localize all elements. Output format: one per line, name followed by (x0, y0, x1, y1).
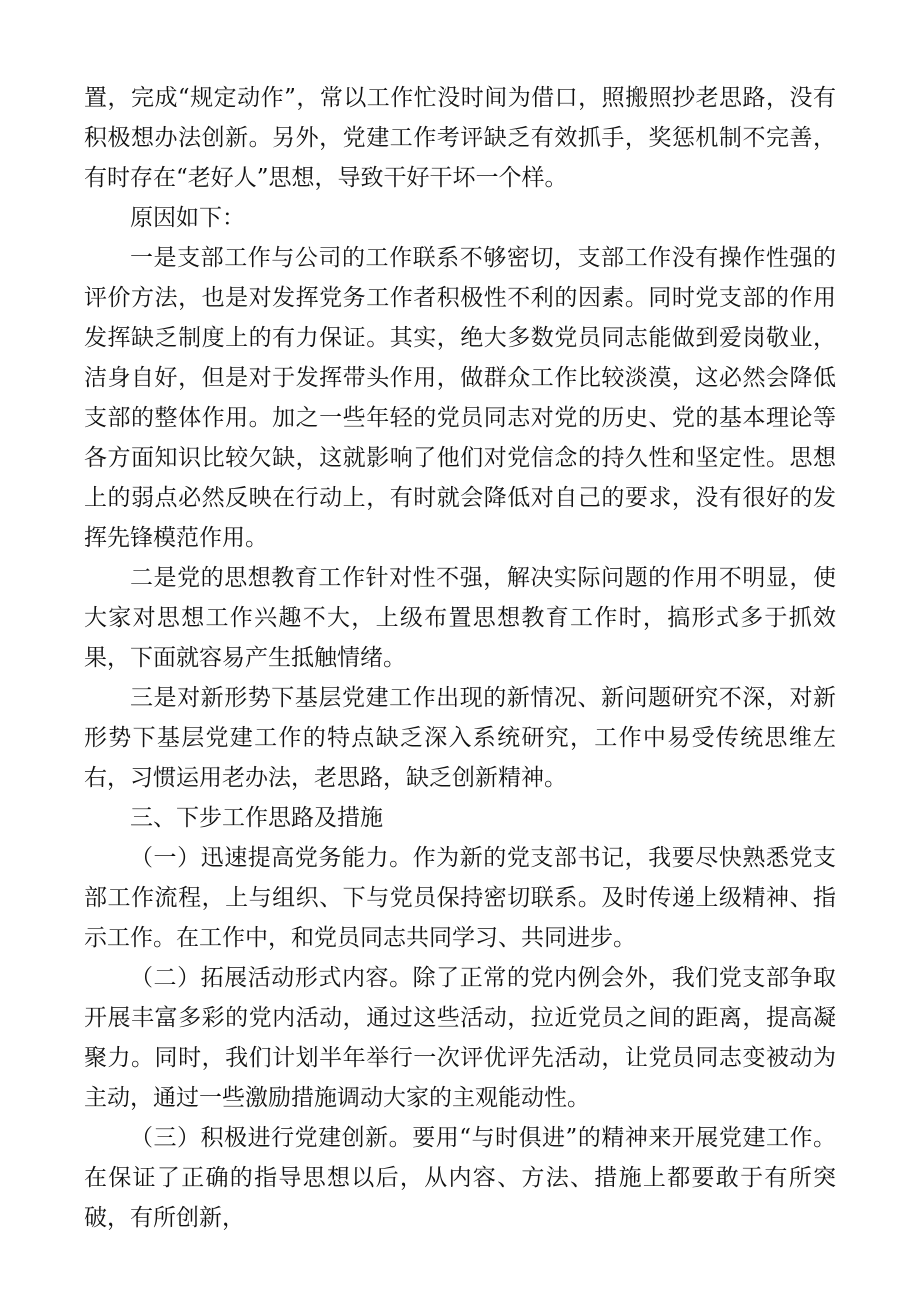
paragraph-reason-2: 二是党的思想教育工作针对性不强，解决实际问题的作用不明显，使大家对思想工作兴趣不大，上级布置思想教育工作时，搞形式多于抓效果，下面就容易产生抵触情绪。 (84, 565, 836, 671)
paragraph-measure-3: （三）积极进行党建创新。要用“与时俱进”的精神来开展党建工作。在保证了正确的指导思想以后，从内容、方法、措施上都要敢于有所突破，有所创新， (84, 1125, 836, 1231)
paragraph-reason-3: 三是对新形势下基层党建工作出现的新情况、新问题研究不深，对新形势下基层党建工作的特点缺乏深入系统研究，工作中易受传统思维左右，习惯运用老办法，老思路，缺乏创新精神。 (84, 685, 836, 791)
paragraph-reason-1: 一是支部工作与公司的工作联系不够密切，支部工作没有操作性强的评价方法，也是对发挥党务工作者积极性不利的因素。同时党支部的作用发挥缺乏制度上的有力保证。其实，绝大多数党员同志能做到爱岗敬业，洁身自好，但是对于发挥带头作用，做群众工作比较淡漠，这必然会降低支部的整体作用。加之一些年轻的党员同志对党的历史、党的基本理论等各方面知识比较欠缺，这就影响了他们对党信念的持久性和坚定性。思想上的弱点必然反映在行动上，有时就会降低对自己的要求，没有很好的发挥先锋模范作用。 (84, 245, 836, 551)
document-page (84, 78, 836, 1238)
paragraph-measure-1: （一）迅速提高党务能力。作为新的党支部书记，我要尽快熟悉党支部工作流程，上与组织、下与党员保持密切联系。及时传递上级精神、指示工作。在工作中，和党员同志共同学习、共同进步。 (84, 845, 836, 951)
paragraph-measure-2: （二）拓展活动形式内容。除了正常的党内例会外，我们党支部争取开展丰富多彩的党内活动，通过这些活动，拉近党员之间的距离，提高凝聚力。同时，我们计划半年举行一次评优评先活动，让党员同志变被动为主动，通过一些激励措施调动大家的主观能动性。 (84, 965, 836, 1111)
section-heading-next-steps: 三、下步工作思路及措施 (130, 805, 383, 831)
paragraph-reasons-heading: 原因如下： (130, 205, 245, 231)
paragraph-continuation: 置，完成“规定动作”，常以工作忙没时间为借口，照搬照抄老思路，没有积极想办法创新。另外，党建工作考评缺乏有效抓手，奖惩机制不完善，有时存在“老好人”思想，导致干好干坏一个样。 (84, 85, 836, 191)
